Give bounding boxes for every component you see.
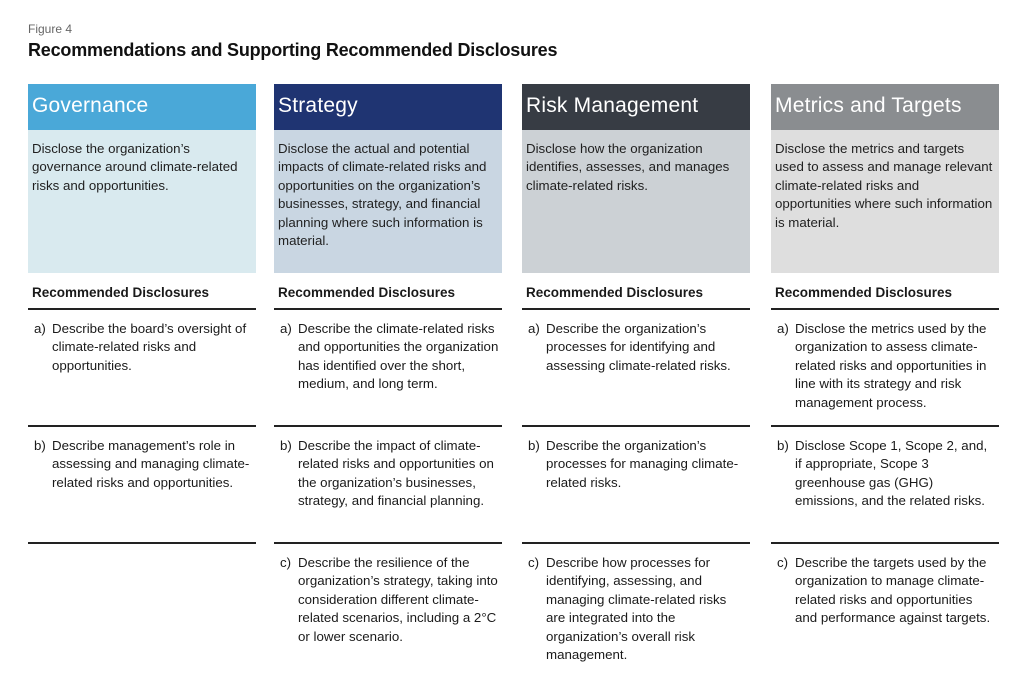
disclosure-item [522,544,750,669]
item-letter: b) [777,438,789,453]
item-text: Disclose the metrics used by the organization to assess climate-related risks and opportunities in line with its strategy and risk management process. [795,321,987,410]
item-text: Describe how processes for identifying, assessing, and managing climate-related risks are integrated into the organization’s overall risk management. [546,555,727,663]
item-text: Describe management’s role in assessing and managing climate-related risks and opportunities. [52,438,250,490]
item-text: Describe the organization’s processes for identifying and assessing climate-related risks. [546,321,731,373]
item-letter: c) [528,555,540,570]
column-description: Disclose the organization’s governance around climate-related risks and opportunities. [28,130,256,273]
disclosure-item [771,544,999,669]
item-text: Describe the organization’s processes for managing climate-related risks. [546,438,739,490]
item-letter: c) [777,555,789,570]
recommended-disclosures-heading: Recommended Disclosures [522,285,750,310]
disclosure-item [274,427,502,544]
column-header: Governance [28,84,256,130]
figure-title: Recommendations and Supporting Recommended Disclosures [28,40,558,60]
disclosure-item [274,310,502,427]
disclosure-item [771,310,999,427]
item-letter: a) [528,321,540,336]
item-text: Describe the resilience of the organization’s strategy, taking into consideration different climate-related scenarios, including a 2°C or lower scenario. [298,555,498,644]
column-metrics-and-targets [771,84,999,669]
recommended-disclosures-heading: Recommended Disclosures [28,285,256,310]
column-risk-management [522,84,750,669]
column-description: Disclose how the organization identifies, assesses, and manages climate-related risks. [522,130,750,273]
column-description: Disclose the metrics and targets used to assess and manage relevant climate-related risks and opportunities where such information is material. [771,130,999,273]
disclosure-item [522,427,750,544]
item-letter: c) [280,555,292,570]
disclosure-item [274,544,502,669]
column-description: Disclose the actual and potential impacts of climate-related risks and opportunities on the organization’s businesses, strategy, and financial planning where such information is material. [274,130,502,273]
item-letter: a) [280,321,292,336]
disclosure-item [522,310,750,427]
item-text: Disclose Scope 1, Scope 2, and, if appropriate, Scope 3 greenhouse gas (GHG) emissions, and the related risks. [795,438,988,509]
disclosure-item [28,427,256,544]
figure-label: Figure 4 [28,22,73,36]
disclosure-item [28,310,256,427]
column-governance [28,84,256,544]
item-letter: a) [777,321,789,336]
recommended-disclosures-heading: Recommended Disclosures [274,285,502,310]
column-header: Metrics and Targets [771,84,999,130]
item-letter: b) [34,438,46,453]
item-text: Describe the climate-related risks and opportunities the organization has identified over the short, medium, and long term. [298,321,499,392]
item-text: Describe the targets used by the organization to manage climate-related risks and opportunities and performance against targets. [795,555,991,626]
item-text: Describe the impact of climate-related risks and opportunities on the organization’s businesses, strategy, and financial planning. [298,438,494,509]
item-text: Describe the board’s oversight of climate-related risks and opportunities. [52,321,247,373]
recommended-disclosures-heading: Recommended Disclosures [771,285,999,310]
column-strategy [274,84,502,669]
item-letter: b) [280,438,292,453]
column-header: Strategy [274,84,502,130]
item-letter: a) [34,321,46,336]
item-letter: b) [528,438,540,453]
disclosure-item [771,427,999,544]
column-header: Risk Management [522,84,750,130]
